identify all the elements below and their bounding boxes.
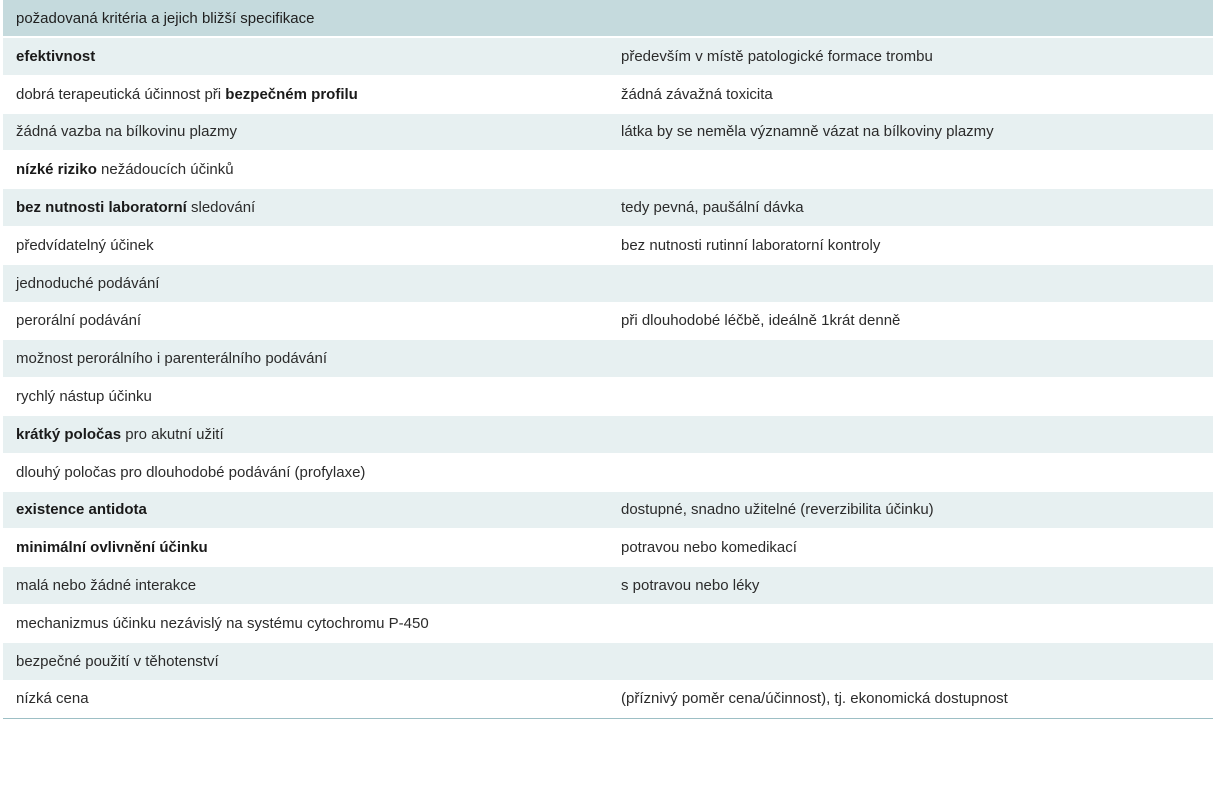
criterion-text-bold: existence antidota [16, 501, 147, 519]
specification-cell: žádná závažná toxicita [621, 85, 773, 103]
criterion-cell [3, 426, 608, 443]
table-row [3, 605, 1213, 643]
criterion-cell [3, 199, 608, 216]
criteria-table [3, 0, 1213, 719]
criterion-text: jednoduché podávání [16, 274, 160, 292]
criterion-cell [3, 577, 608, 594]
specification-cell: tedy pevná, paušální dávka [621, 199, 804, 217]
specification-cell: s potravou nebo léky [621, 577, 760, 595]
criterion-text: sledování [186, 199, 256, 217]
table-row [3, 643, 1213, 681]
table-row [3, 151, 1213, 189]
table-row [3, 76, 1213, 114]
specification-cell: při dlouhodobé léčbě, ideálně 1krát denně [621, 312, 901, 330]
table-row [3, 567, 1213, 605]
criterion-text-bold: bezpečném profilu [225, 85, 358, 103]
criterion-text-bold: bez nutnosti laboratorní [16, 199, 187, 217]
table-row [3, 189, 1213, 227]
criterion-cell [3, 312, 608, 329]
criterion-text: malá nebo žádné interakce [16, 577, 197, 595]
criterion-cell [3, 350, 608, 367]
table-row [3, 454, 1213, 492]
table-row [3, 227, 1213, 265]
table-header-label: požadovaná kritéria a jejich bližší specifikace [16, 9, 315, 27]
criterion-text-bold: nízké riziko [16, 161, 97, 179]
criterion-text-bold: krátký poločas [16, 425, 122, 443]
criterion-text: nízká cena [16, 690, 89, 708]
criterion-text: bezpečné použití v těhotenství [16, 652, 219, 670]
table-row [3, 681, 1213, 719]
criterion-cell [3, 275, 608, 292]
criterion-text: dlouhý poločas pro dlouhodobé podávání (profylaxe) [16, 463, 366, 481]
criterion-text: možnost perorálního i parenterálního podávání [16, 350, 328, 368]
specification-cell: (příznivý poměr cena/účinnost), tj. ekonomická dostupnost [621, 690, 1008, 708]
criterion-text: žádná vazba na bílkovinu plazmy [16, 123, 237, 141]
criterion-cell [3, 615, 608, 632]
criterion-text: nežádoucích účinků [96, 161, 234, 179]
criterion-cell [3, 653, 608, 670]
criterion-text-bold: efektivnost [16, 47, 96, 65]
table-row [3, 492, 1213, 530]
criterion-cell [3, 86, 608, 103]
table-row [3, 114, 1213, 152]
specification-cell: především v místě patologické formace trombu [621, 47, 933, 65]
table-row [3, 416, 1213, 454]
specification-cell: látka by se neměla významně vázat na bílkoviny plazmy [621, 123, 994, 141]
table-row [3, 340, 1213, 378]
criterion-text: mechanizmus účinku nezávislý na systému cytochromu P-450 [16, 614, 429, 632]
criterion-text-bold: minimální ovlivnění účinku [16, 539, 208, 557]
criterion-cell [3, 161, 608, 178]
criterion-text: dobrá terapeutická účinnost při [16, 85, 226, 103]
table-row [3, 303, 1213, 341]
criterion-text: rychlý nástup účinku [16, 388, 152, 406]
criterion-cell [3, 501, 608, 518]
specification-cell: dostupné, snadno užitelné (reverzibilita účinku) [621, 501, 934, 519]
specification-cell: potravou nebo komedikací [621, 539, 797, 557]
criterion-cell [3, 123, 608, 140]
table-row [3, 265, 1213, 303]
table-row [3, 38, 1213, 76]
criterion-text: perorální podávání [16, 312, 142, 330]
criterion-text: předvídatelný účinek [16, 236, 154, 254]
criterion-cell [3, 464, 608, 481]
table-row [3, 529, 1213, 567]
criterion-cell [3, 48, 608, 65]
criterion-text: pro akutní užití [121, 425, 224, 443]
table-body [3, 38, 1213, 718]
specification-cell: bez nutnosti rutinní laboratorní kontroly [621, 236, 881, 254]
table-row [3, 378, 1213, 416]
criterion-cell [3, 539, 608, 556]
table-header [3, 0, 1213, 38]
criterion-cell [3, 388, 608, 405]
criterion-cell [3, 690, 608, 707]
criterion-cell [3, 237, 608, 254]
